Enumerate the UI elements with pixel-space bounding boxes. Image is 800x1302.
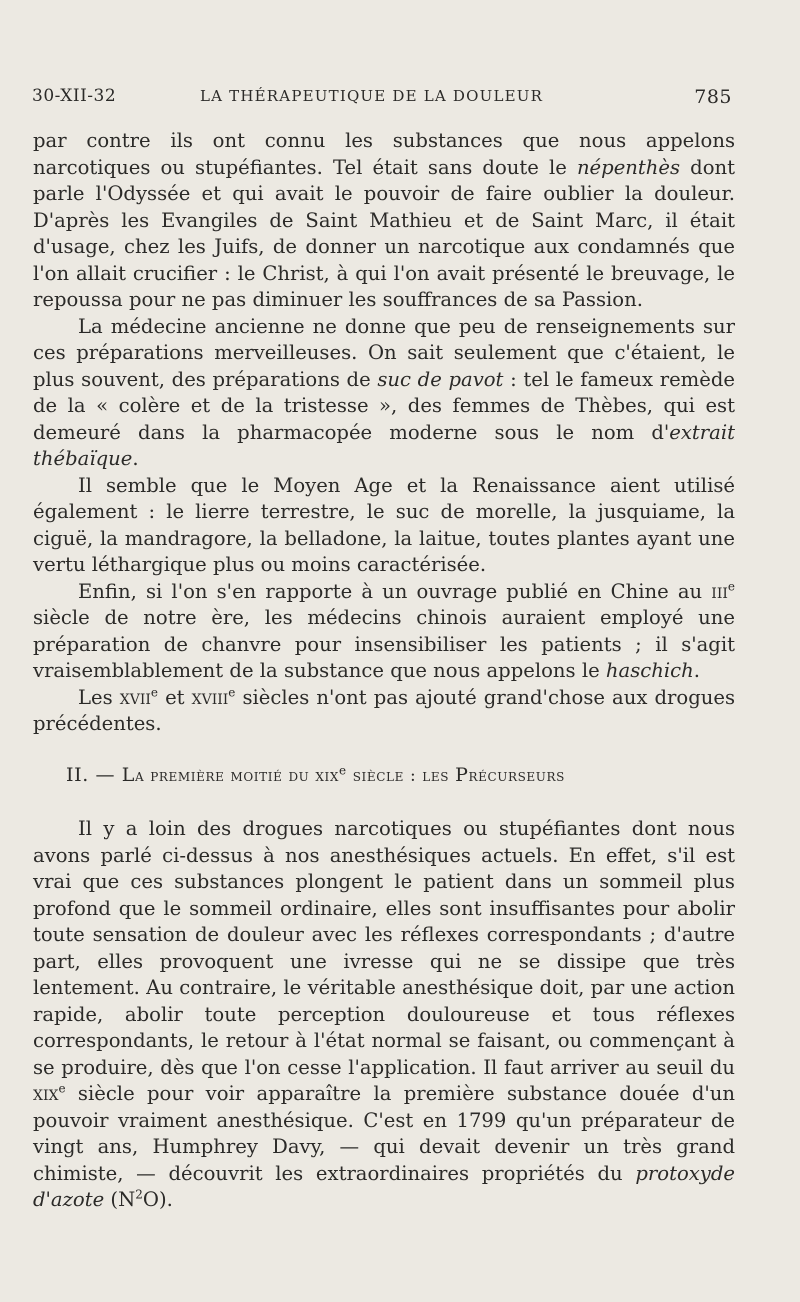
text-block-upper xyxy=(33,128,735,738)
issue-date: 30-XII-32 xyxy=(32,86,117,106)
paragraph-1: par contre ils ont connu les substances que nous appelons narcotiques ou stupéfiantes. Tel était sans doute le népenthès dont parle l'Odyssée et qui avait le pouvoir de faire oublier la douleur. D'après les Evangiles de Saint Mathieu et de Saint Marc, il était d'usage, chez les Juifs, de donner un narcotique aux condamnés que l'on allait crucifier : le Christ, à qui l'on avait présenté le breuvage, le repoussa pour ne pas diminuer les souffrances de sa Passion. xyxy=(33,129,736,311)
text-block-lower xyxy=(33,816,735,1214)
section-heading: II. — La première moitié du xix$^e$ siècle : les Précurseurs xyxy=(66,763,565,786)
running-title: LA THÉRAPEUTIQUE DE LA DOULEUR xyxy=(200,87,544,105)
page-number: 785 xyxy=(694,86,732,108)
paragraph-2: La médecine ancienne ne donne que peu de renseignements sur ces préparations merveilleuses. On sait seulement que c'étaient, le plus souvent, des préparations de suc de pavot : tel le fameux remède de la « colère et de la tristesse », des femmes de Thèbes, qui est demeuré dans la pharmacopée moderne sous le nom d'extrait thébaïque. xyxy=(33,314,735,470)
paragraph-3: Il semble que le Moyen Age et la Renaissance aient utilisé également : le lierre terrestre, le suc de morelle, la jusquiame, la ciguë, la mandragore, la belladone, la laitue, toutes plantes ayant une vertu léthargique plus ou moins caractérisée. xyxy=(33,473,735,576)
running-header xyxy=(32,86,732,112)
paragraph-6: Il y a loin des drogues narcotiques ou stupéfiantes dont nous avons parlé ci-dessus à nos anesthésiques actuels. En effet, s'il est vrai que ces substances plongent le patient dans un sommeil plus profond que le sommeil ordinaire, elles sont insuffisantes pour abolir toute sensation de douleur avec les réflexes correspondants ; d'autre part, elles provoquent une ivresse qui ne se dissipe que très lentement. Au contraire, le véritable anesthésique doit, par une action rapide, abolir toute perception douloureuse et tous réflexes correspondants, le retour à l'état normal se faisant, ou commençant à se produire, dès que l'on cesse l'application. Il faut arriver au seuil du xix$^e$ siècle pour voir apparaître la première substance douée d'un pouvoir vraiment anesthésique. C'est en 1799 qu'un préparateur de vingt ans, Humphrey Davy, — qui devait devenir un très grand chimiste, — découvrit les extraordinaires propriétés du protoxyde d'azote $(N^2O)$. xyxy=(33,817,735,1211)
paragraph-4: Enfin, si l'on s'en rapporte à un ouvrage publié en Chine au iii$^e$ siècle de notre ère, les médecins chinois auraient employé une préparation de chanvre pour insensibiliser les patients ; il s'agit vraisemblablement de la substance que nous appelons le haschich. xyxy=(33,578,735,682)
paragraph-5: Les xvii$^e$ et xviii$^e$ siècles n'ont pas ajouté grand'chose aux drogues précédentes. xyxy=(33,684,736,735)
